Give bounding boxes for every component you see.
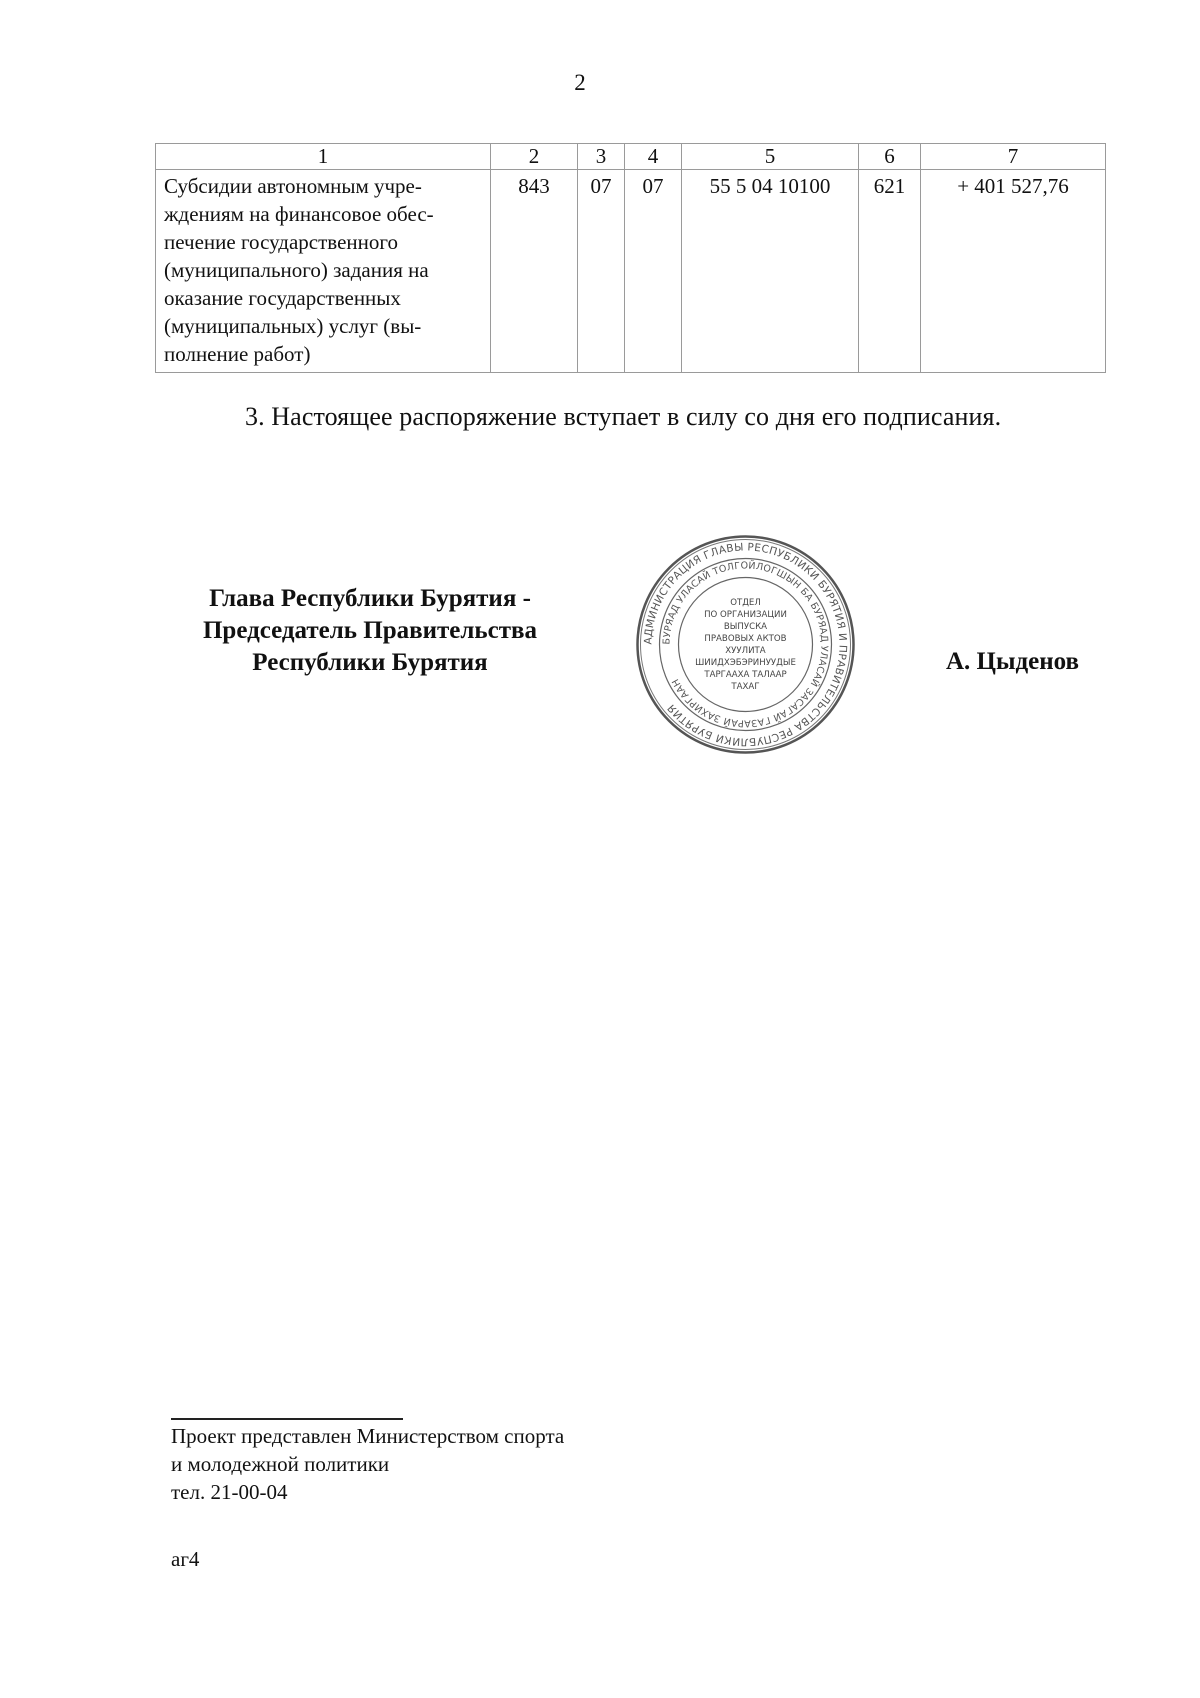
subsection-cell: 07: [625, 170, 682, 373]
section-cell: 07: [578, 170, 625, 373]
column-header: 6: [859, 144, 921, 170]
column-header: 7: [921, 144, 1106, 170]
stamp-outer-text: АДМИНИСТРАЦИЯ ГЛАВЫ РЕСПУБЛИКИ БУРЯТИЯ И ПРАВИТЕЛЬСТВА РЕСПУБЛИКИ БУРЯТИЯ: [642, 541, 849, 748]
stamp-center-line: ПО ОРГАНИЗАЦИИ: [704, 610, 787, 620]
table-row: [156, 170, 1106, 373]
stamp-center-line: ТАХАГ: [731, 682, 760, 692]
column-header: 5: [682, 144, 859, 170]
signer-title: Глава Республики Бурятия - Председатель Правительства Республики Бурятия: [202, 585, 538, 676]
document-code: аг4: [171, 1547, 200, 1571]
stamp-inner-text: БУРЯАД УЛАСАЙ ТОЛГОЙЛОГШЫН БА БУРЯАД УЛАСАЙ ЗАСАГАЙ ГАЗАРАЙ ЗАХИРГААН: [661, 560, 830, 729]
stamp-center-line: ТАРГААХА ТАЛААР: [704, 670, 787, 680]
stamp-center-line: ХУУЛИТА: [725, 646, 766, 656]
page-number: 2: [574, 70, 586, 95]
expense-type-cell: 621: [859, 170, 921, 373]
expense-name-cell: Субсидии автономным учре- ждениям на финансовое обес- печение государственного (муниципального) задания на оказание государственных (муниципальных) услуг (вы- полнение работ): [156, 170, 491, 373]
stamp-center-line: ВЫПУСКА: [723, 622, 768, 632]
budget-table: [155, 143, 1106, 373]
stamp-center-line: ШИИДХЭБЭРИНУУДЫЕ: [695, 658, 796, 668]
footer-note: Проект представлен Министерством спорта и молодежной политики тел. 21-00-04: [171, 1424, 565, 1504]
ministry-code-cell: 843: [491, 170, 578, 373]
stamp-center-line: ПРАВОВЫХ АКТОВ: [704, 634, 787, 644]
signer-name: А. Цыденов: [946, 648, 1080, 675]
target-article-cell: 55 5 04 10100: [682, 170, 859, 373]
column-header: 1: [156, 144, 491, 170]
stamp-center-line: ОТДЕЛ: [730, 598, 761, 608]
footer-divider: [171, 1418, 403, 1420]
official-stamp: [633, 532, 858, 757]
clause-text: 3. Настоящее распоряжение вступает в силу со дня его подписания.: [245, 402, 1002, 431]
column-header: 2: [491, 144, 578, 170]
table-header-row: [156, 144, 1106, 170]
amount-cell: + 401 527,76: [921, 170, 1106, 373]
column-header: 3: [578, 144, 625, 170]
column-header: 4: [625, 144, 682, 170]
